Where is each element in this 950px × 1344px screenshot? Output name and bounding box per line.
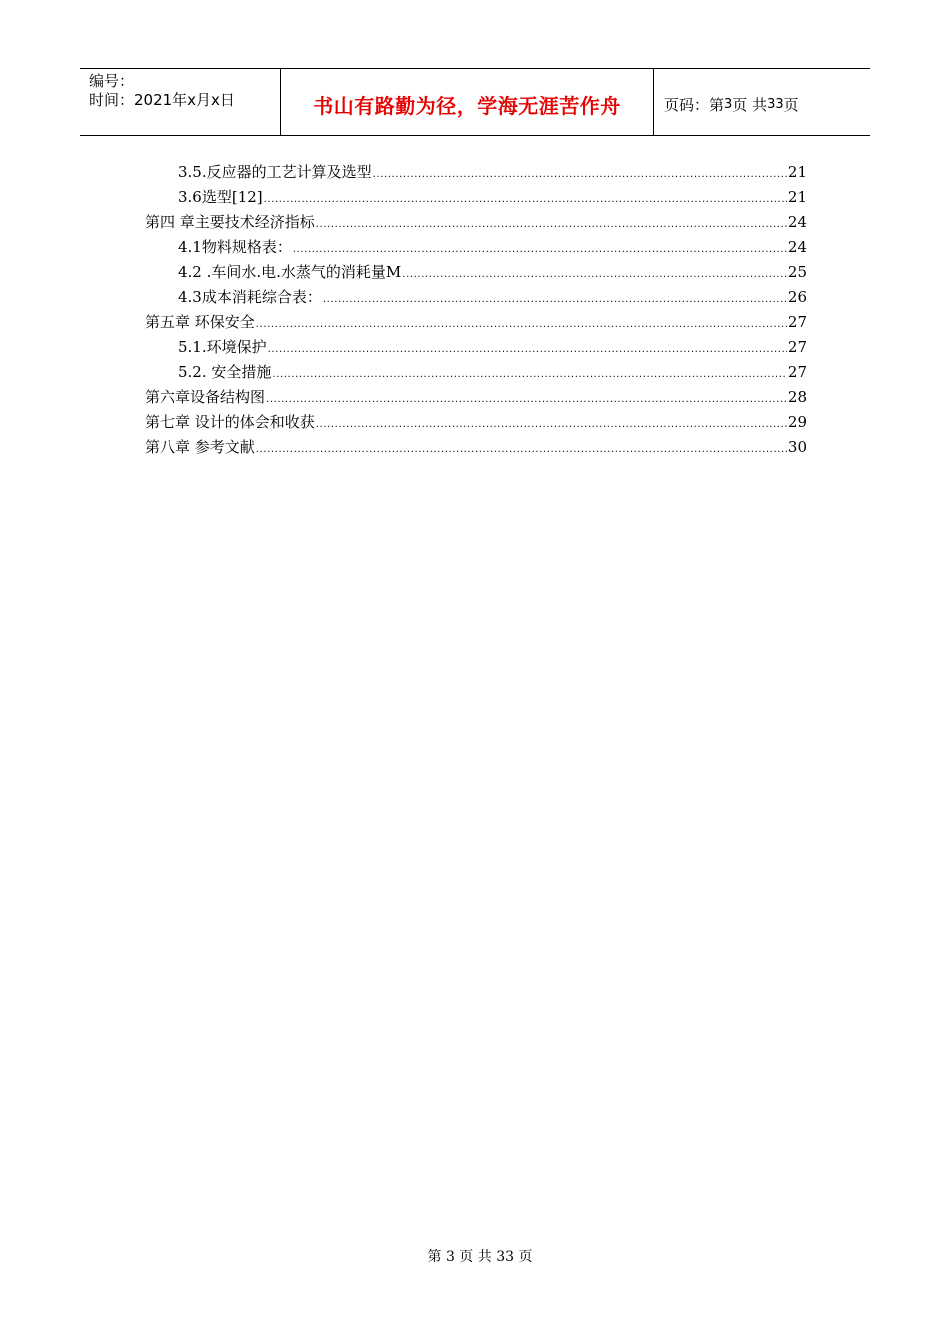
toc-entry[interactable]	[145, 285, 807, 310]
toc-entry-page: 26	[787, 288, 807, 306]
toc-dot-leader	[272, 362, 787, 387]
toc-entry[interactable]	[145, 410, 807, 435]
toc-entry-title: 第七章 设计的体会和收获	[145, 413, 315, 431]
toc-dot-leader	[402, 262, 787, 287]
toc-entry[interactable]	[145, 435, 807, 460]
toc-entry[interactable]	[145, 385, 807, 410]
toc-entry[interactable]	[145, 260, 807, 285]
page-number: 3	[724, 96, 733, 112]
toc-entry-page: 27	[787, 363, 807, 381]
toc-entry[interactable]	[145, 210, 807, 235]
toc-dot-leader	[266, 387, 787, 412]
time-label: 时间：2021年x月x日	[89, 91, 235, 109]
table-of-contents	[145, 160, 807, 460]
toc-entry-page: 24	[787, 238, 807, 256]
toc-entry-title: 5.1.环境保护	[178, 338, 267, 356]
toc-entry-page: 24	[787, 213, 807, 231]
header-motto-cell	[281, 69, 654, 135]
toc-dot-leader	[256, 437, 787, 462]
toc-dot-leader	[293, 237, 787, 262]
toc-entry-title: 第五章 环保安全	[145, 313, 255, 331]
page-suffix: 页	[783, 95, 799, 114]
header-meta	[80, 69, 281, 135]
toc-dot-leader	[316, 412, 787, 437]
toc-entry-title: 第六章设备结构图	[145, 388, 266, 406]
toc-entry-page: 29	[787, 413, 807, 431]
toc-entry-page: 25	[787, 263, 807, 281]
page-prefix: 页码：第	[664, 95, 725, 114]
toc-entry[interactable]	[145, 335, 807, 360]
toc-dot-leader	[323, 287, 787, 312]
toc-entry-title: 第四 章主要技术经济指标	[145, 213, 315, 231]
toc-dot-leader	[268, 337, 787, 362]
toc-entry[interactable]	[145, 360, 807, 385]
toc-entry[interactable]	[145, 160, 807, 185]
toc-entry-title: 4.2 .车间水.电.水蒸气的消耗量M	[178, 263, 402, 281]
toc-entry[interactable]	[145, 235, 807, 260]
toc-entry-title: 3.5.反应器的工艺计算及选型	[178, 163, 372, 181]
toc-entry-page: 21	[787, 163, 807, 181]
toc-dot-leader	[256, 312, 787, 337]
serial-label: 编号：	[89, 72, 135, 90]
toc-entry-page: 27	[787, 338, 807, 356]
toc-entry[interactable]	[145, 185, 807, 210]
toc-entry-title: 5.2. 安全措施	[178, 363, 272, 381]
page-footer: 第 3 页 共 33 页	[427, 1249, 533, 1265]
page-mid: 页 共	[732, 95, 768, 114]
toc-entry-page: 30	[787, 438, 807, 456]
toc-dot-leader	[373, 162, 787, 187]
toc-entry-title: 3.6选型[12]	[178, 188, 263, 206]
toc-entry-title: 4.3成本消耗综合表：	[178, 288, 322, 306]
toc-dot-leader	[264, 187, 787, 212]
toc-entry[interactable]	[145, 310, 807, 335]
page-total: 33	[767, 96, 784, 112]
toc-entry-page: 21	[787, 188, 807, 206]
toc-entry-page: 28	[787, 388, 807, 406]
header-motto: 书山有路勤为径，学海无涯苦作舟	[313, 93, 621, 118]
toc-dot-leader	[316, 212, 787, 237]
header-page-info	[654, 69, 870, 135]
toc-entry-title: 第八章 参考文献	[145, 438, 255, 456]
page-header	[80, 68, 870, 136]
toc-entry-title: 4.1物料规格表：	[178, 238, 292, 256]
toc-entry-page: 27	[787, 313, 807, 331]
